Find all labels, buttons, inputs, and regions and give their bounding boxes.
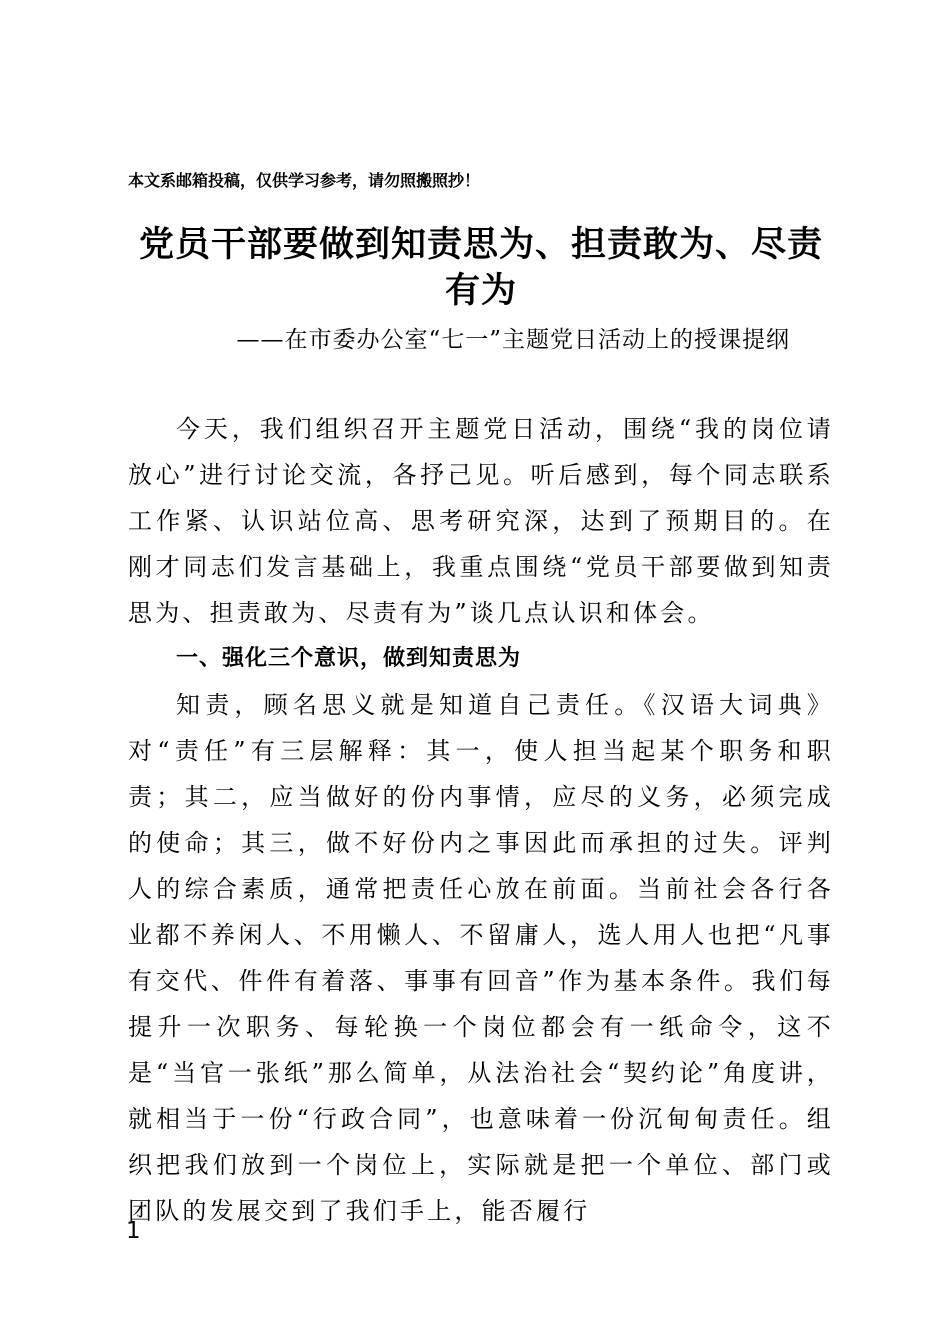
body-paragraph: 知责，顾名思义就是知道自己责任。《汉语大词典》对“责任”有三层解释：其一，使人担当起某个职务和职责；其二，应当做好的份内事情，应尽的义务，必须完成的使命；其三，做不好份内之事因此而承担的过失。评判人的综合素质，通常把责任心放在前面。当前社会各行各业都不养闲人、不用懒人、不留庸人，选人用人也把“凡事有交代、件件有着落、事事有回音”作为基本条件。我们每提升一次职务、每轮换一个岗位都会有一纸命令，这不是“当官一张纸”那么简单，从法治社会“契约论”角度讲，就相当于一份“行政合同”，也意味着一份沉甸甸责任。组织把我们放到一个岗位上，实际就是把一个单位、部门或团队的发展交到了我们手上，能否履行 <box>128 691 834 1225</box>
body-paragraph: 今天，我们组织召开主题党日活动，围绕“我的岗位请放心”进行讨论交流，各抒己见。听后感到，每个同志联系工作紧、认识站位高、思考研究深，达到了预期目的。在刚才同志们发言基础上，我重点围绕“党员干部要做到知责思为、担责敢为、尽责有为”谈几点认识和体会。 <box>128 415 834 627</box>
page-number: 1 <box>126 1218 141 1244</box>
document-body <box>128 406 834 1234</box>
document-title: 党员干部要做到知责思为、担责敢为、尽责有为 <box>138 224 823 311</box>
section-heading: 一、强化三个意识，做到知责思为 <box>176 646 522 671</box>
document-subtitle: ——在市委办公室“七一”主题党日活动上的授课提纲 <box>236 327 790 353</box>
submission-notice: 本文系邮箱投稿，仅供学习参考，请勿照搬照抄！ <box>128 171 481 190</box>
